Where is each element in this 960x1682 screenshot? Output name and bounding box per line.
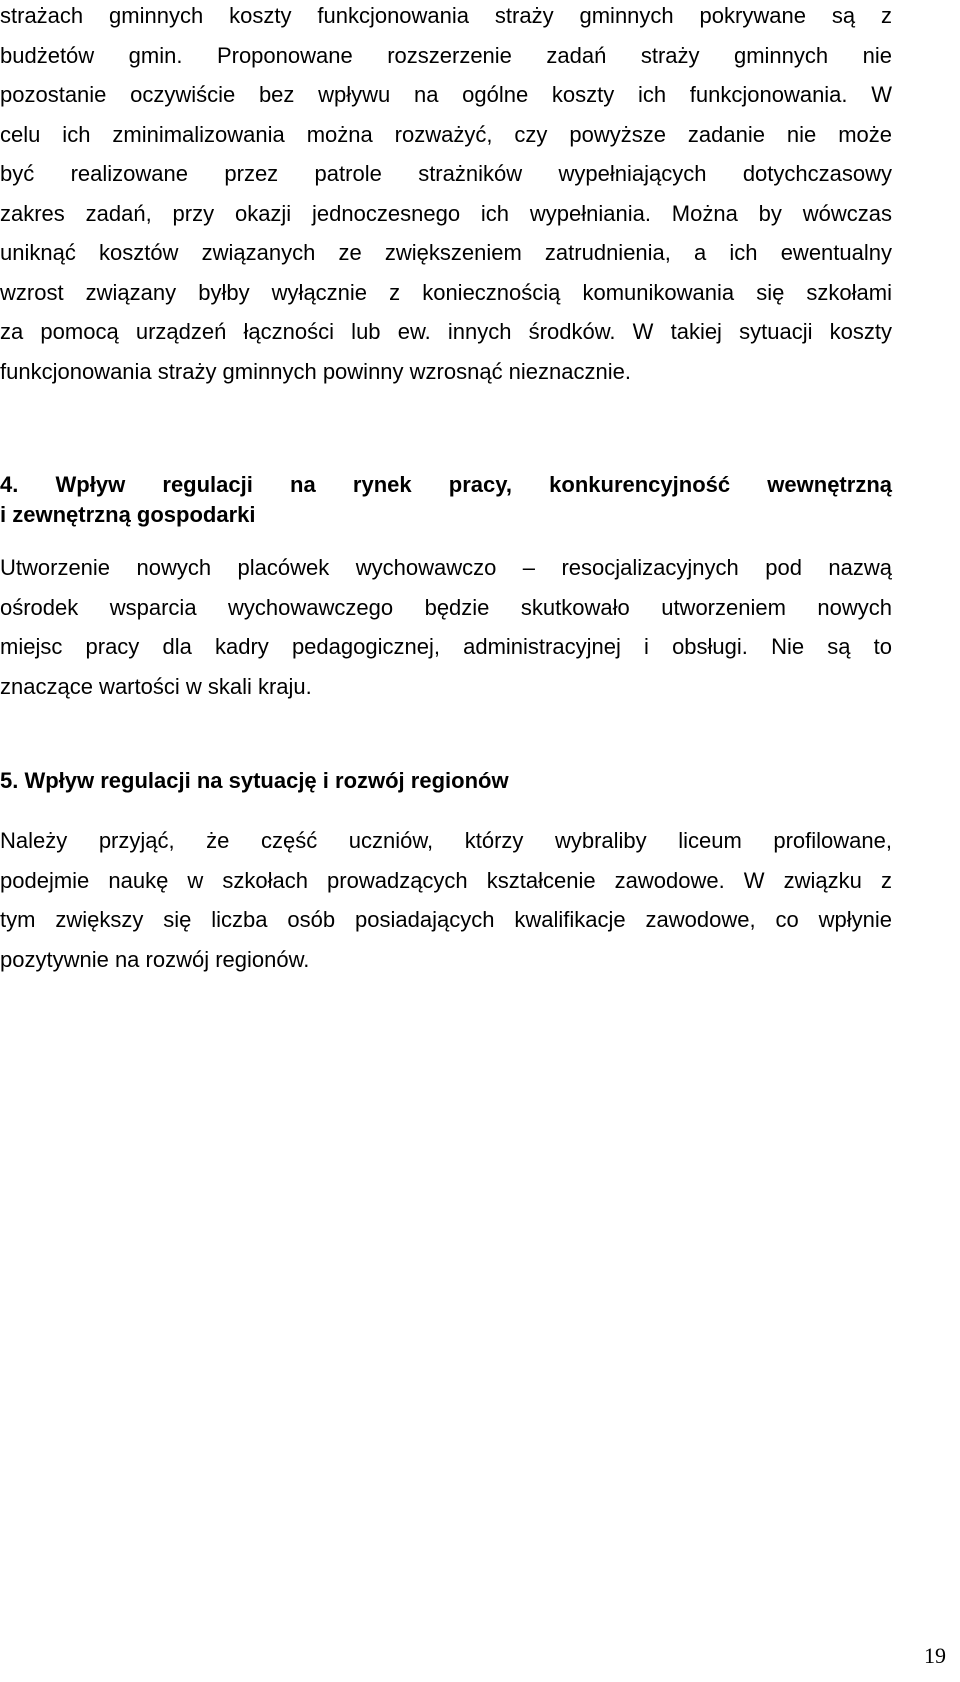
paragraph-line: ośrodek wsparcia wychowawczego będzie skutkowało utworzeniem nowych: [0, 594, 892, 620]
paragraph-line: Utworzenie nowych placówek wychowawczo – resocjalizacyjnych pod nazwą: [0, 555, 892, 580]
paragraph-line: pozostanie oczywiście bez wpływu na ogólne koszty ich funkcjonowania. W: [0, 82, 892, 107]
paragraph-line: uniknąć kosztów związanych ze zwiększeniem zatrudnienia, a ich ewentualny: [0, 240, 892, 265]
heading-line: i zewnętrzną gospodarki: [0, 502, 256, 527]
section-5-heading: [0, 766, 892, 796]
paragraph-line: Należy przyjąć, że część uczniów, którzy wybraliby liceum profilowane,: [0, 828, 892, 853]
paragraph-regions: [0, 821, 892, 979]
paragraph-line: funkcjonowania straży gminnych powinny wzrosnąć nieznacznie.: [0, 358, 631, 384]
paragraph-line: miejsc pracy dla kadry pedagogicznej, administracyjnej i obsługi. Nie są to: [0, 634, 892, 659]
paragraph-line: za pomocą urządzeń łączności lub ew. innych środków. W takiej sytuacji koszty: [0, 319, 892, 344]
paragraph-line: być realizowane przez patrole strażników wypełniających dotychczasowy: [0, 161, 892, 186]
heading-line: 5. Wpływ regulacji na sytuację i rozwój regionów: [0, 768, 509, 793]
paragraph-line: wzrost związany byłby wyłącznie z koniecznością komunikowania się szkołami: [0, 279, 892, 305]
paragraph-line: budżetów gmin. Proponowane rozszerzenie zadań straży gminnych nie: [0, 42, 892, 68]
paragraph-labour-market: [0, 548, 892, 706]
page-number: 19: [924, 1643, 946, 1668]
heading-line: 4. Wpływ regulacji na rynek pracy, konkurencyjność wewnętrzną: [0, 472, 892, 497]
paragraph-costs: [0, 0, 892, 391]
paragraph-line: zakres zadań, przy okazji jednoczesnego ich wypełniania. Można by wówczas: [0, 200, 892, 226]
paragraph-line: pozytywnie na rozwój regionów.: [0, 946, 310, 972]
paragraph-line: podejmie naukę w szkołach prowadzących kształcenie zawodowe. W związku z: [0, 867, 892, 893]
paragraph-line: znaczące wartości w skali kraju.: [0, 673, 312, 699]
paragraph-line: strażach gminnych koszty funkcjonowania straży gminnych pokrywane są z: [0, 3, 892, 28]
paragraph-line: tym zwiększy się liczba osób posiadających kwalifikacje zawodowe, co wpłynie: [0, 907, 892, 932]
section-4-heading: [0, 470, 892, 530]
paragraph-line: celu ich zminimalizowania można rozważyć, czy powyższe zadanie nie może: [0, 121, 892, 147]
